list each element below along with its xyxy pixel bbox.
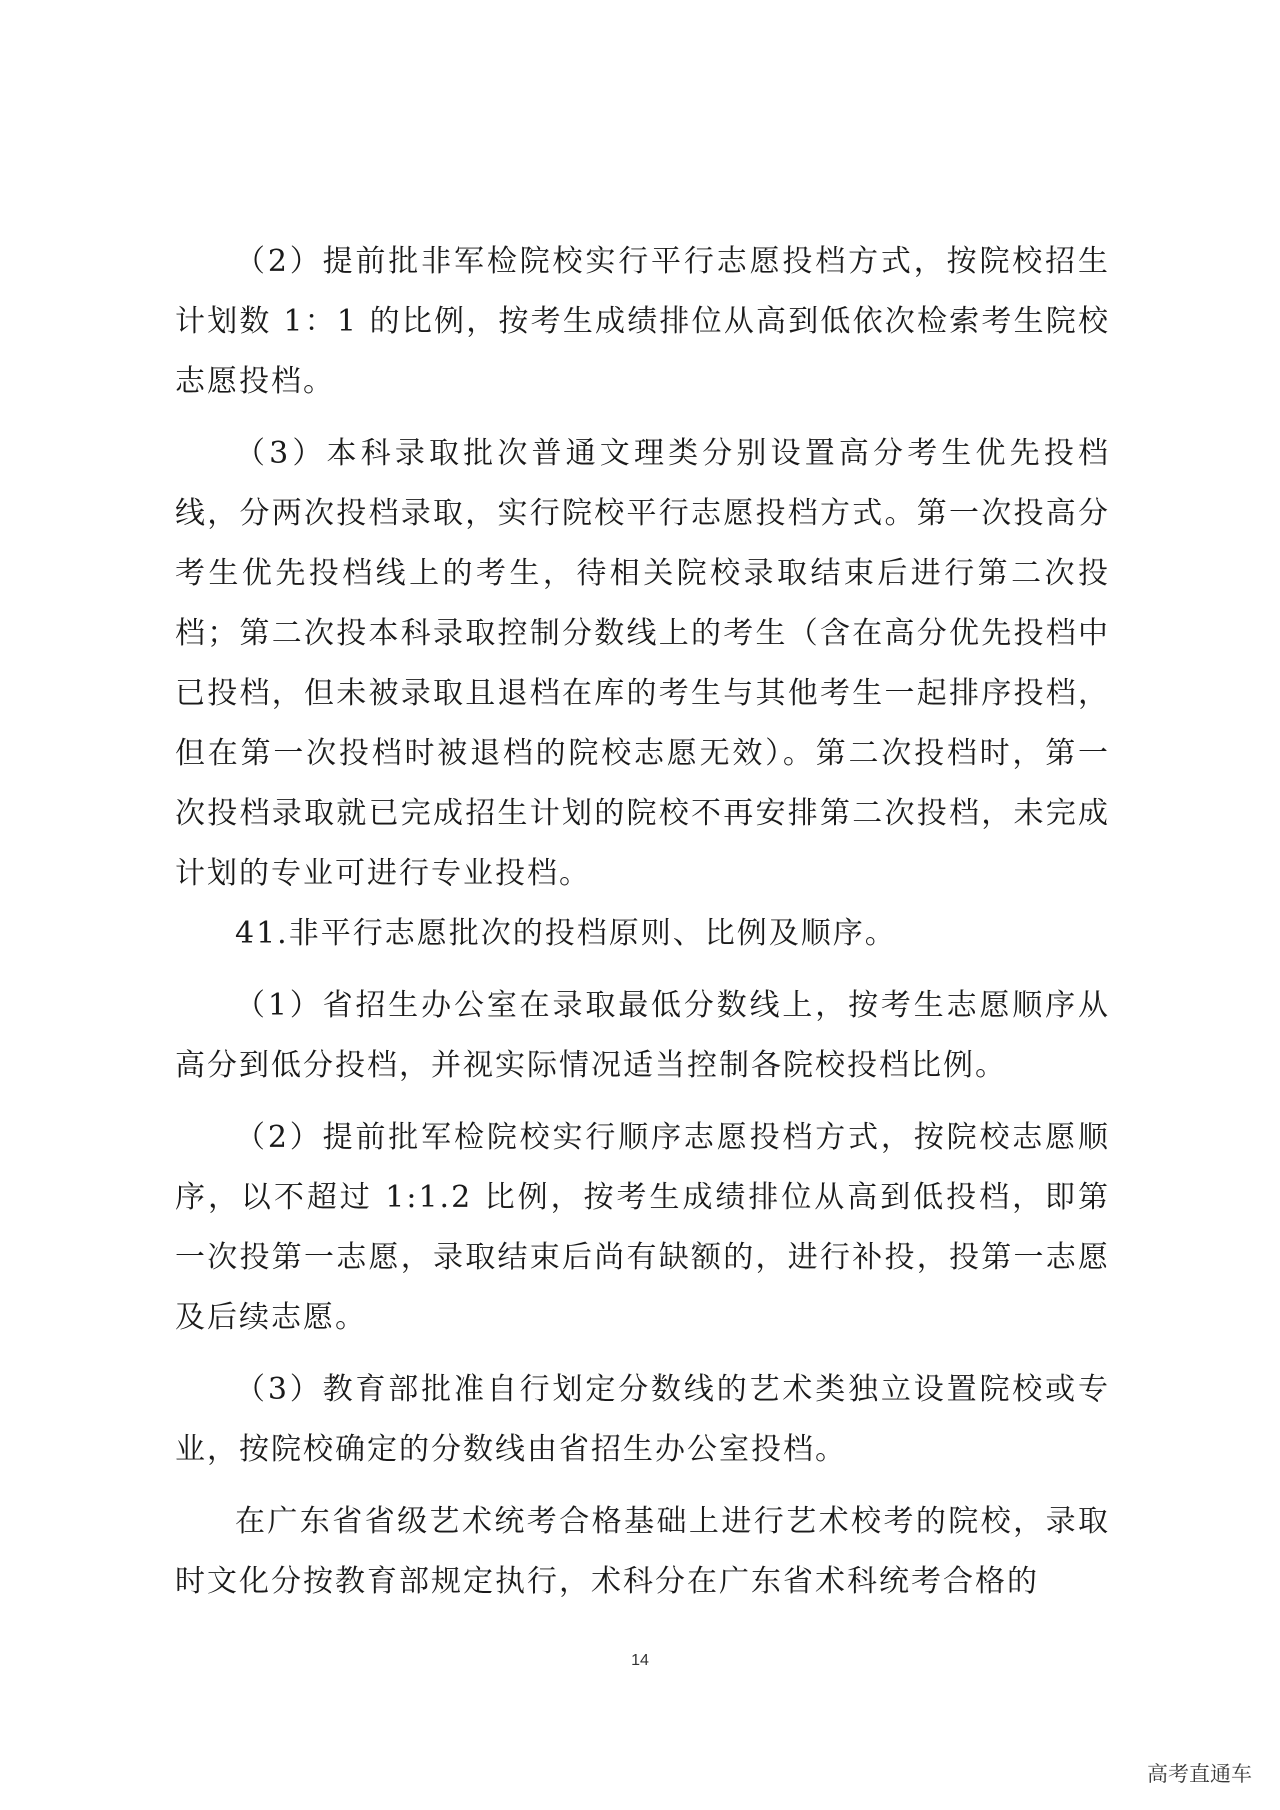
page-number: 14 [631,1652,649,1669]
paragraph-2-military-batch: （2）提前批军检院校实行顺序志愿投档方式，按院校志愿顺序，以不超过 1:1.2 比例，按考生成绩排位从高到低投档，即第一次投第一志愿，录取结束后尚有缺额的，进行补投，投第一志愿及后续志愿。 [175,1120,1110,1335]
paragraph-2-early-batch-parallel: （2）提前批非军检院校实行平行志愿投档方式，按院校招生计划数 1：1 的比例，按考生成绩排位从高到低依次检索考生院校志愿投档。 [175,244,1110,399]
paragraph-3-undergraduate-batch: （3）本科录取批次普通文理类分别设置高分考生优先投档线，分两次投档录取，实行院校平行志愿投档方式。第一次投高分考生优先投档线上的考生，待相关院校录取结束后进行第二次投档；第二次投本科录取控制分数线上的考生（含在高分优先投档中已投档，但未被录取且退档在库的考生与其他考生一起排序投档，但在第一次投档时被退档的院校志愿无效）。第二次投档时，第一次投档录取就已完成招生计划的院校不再安排第二次投档，未完成计划的专业可进行专业投档。 [175,436,1110,891]
paragraph-3-art-schools: （3）教育部批准自行划定分数线的艺术类独立设置院校或专业，按院校确定的分数线由省招生办公室投档。 [175,1372,1110,1467]
paragraph-41-heading: 41.非平行志愿批次的投档原则、比例及顺序。 [235,916,897,951]
paragraph-1-provincial-office: （1）省招生办公室在录取最低分数线上，按考生志愿顺序从高分到低分投档，并视实际情况适当控制各院校投档比例。 [175,988,1110,1083]
document-body [175,232,1110,1612]
paragraph-art-exam: 在广东省省级艺术统考合格基础上进行艺术校考的院校，录取时文化分按教育部规定执行，术科分在广东省术科统考合格的 [175,1504,1110,1599]
watermark: 高考直通车 [1147,1762,1252,1786]
